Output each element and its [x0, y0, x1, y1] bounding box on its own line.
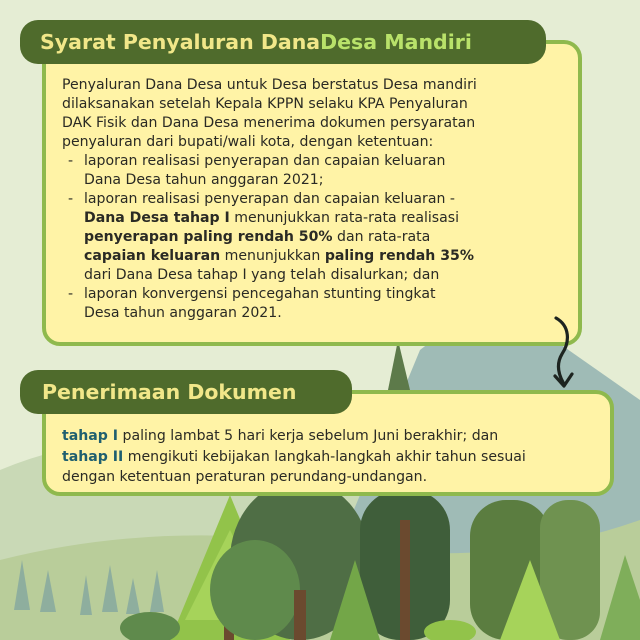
intro-line: Penyaluran Dana Desa untuk Desa berstatus Desa mandiri: [62, 77, 477, 93]
list-dash: -: [68, 191, 74, 207]
item2-text-1: menunjukkan rata-rata realisasi: [229, 210, 460, 226]
intro-line: DAK Fisik dan Dana Desa menerima dokumen persyaratan: [62, 115, 476, 131]
requirement-item-1: [62, 152, 564, 190]
item2-text-2: dan rata-rata: [332, 229, 431, 245]
stage-1-label: tahap I: [62, 428, 119, 444]
item2-bold-3: capaian keluaran: [84, 248, 221, 264]
intro-line: dilaksanakan setelah Kepala KPPN selaku KPA Penyaluran: [62, 96, 468, 112]
curved-arrow-down-icon: [540, 314, 584, 390]
item2-line1: laporan realisasi penyerapan dan capaian keluaran -: [84, 191, 455, 207]
stage-2-text: mengikuti kebijakan langkah-langkah akhir tahun sesuai: [123, 448, 526, 465]
list-dash: -: [68, 153, 74, 169]
item2-text-3: menunjukkan: [220, 248, 325, 264]
item1-line2: Dana Desa tahun anggaran 2021;: [84, 172, 324, 188]
document-receipt-title: [20, 370, 352, 414]
title-text: Penerimaan Dokumen: [42, 380, 297, 404]
intro-line: penyaluran dari bupati/wali kota, dengan ketentuan:: [62, 134, 434, 150]
item2-bold-4: paling rendah 35%: [324, 248, 474, 264]
stage-1-text: paling lambat 5 hari kerja sebelum Juni berakhir; dan: [118, 428, 499, 444]
item2-bold-2: penyerapan paling rendah 50%: [84, 229, 333, 245]
intro-paragraph: [62, 76, 564, 152]
stage-2-text-cont: dengan ketentuan peraturan perundang-undangan.: [62, 469, 428, 485]
title-part-2: Desa Mandiri: [320, 30, 472, 54]
item3-line2: Desa tahun anggaran 2021.: [84, 305, 282, 321]
title-part-1: Syarat Penyaluran Dana: [40, 30, 321, 54]
item1-line1: laporan realisasi penyerapan dan capaian keluaran: [84, 153, 446, 169]
item2-bold-1: Dana Desa tahap I: [84, 210, 230, 226]
requirements-card: [42, 40, 582, 346]
requirements-title: [20, 20, 546, 64]
requirement-item-3: [62, 285, 564, 323]
list-dash: -: [68, 286, 74, 302]
item3-line1: laporan konvergensi pencegahan stunting tingkat: [84, 286, 436, 302]
requirement-item-2: [62, 190, 564, 285]
stage-2-label: tahap II: [62, 448, 124, 465]
item2-line5: dari Dana Desa tahap I yang telah disalurkan; dan: [84, 267, 440, 283]
